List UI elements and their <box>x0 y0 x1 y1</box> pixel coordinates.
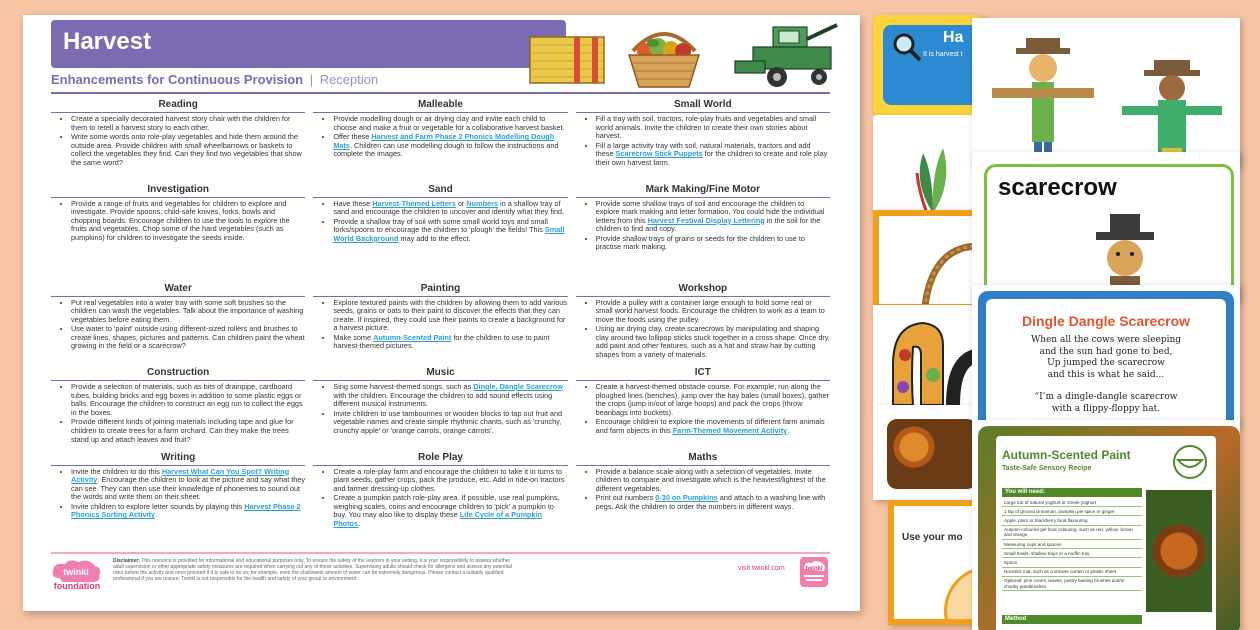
thumb-harvest-card <box>873 15 983 115</box>
section-list <box>576 200 830 253</box>
twinkl-badge-logo <box>798 555 830 589</box>
list-item <box>333 299 567 333</box>
item-text: or <box>455 198 467 208</box>
list-item <box>71 133 305 167</box>
item-text: Create a pumpkin patch role-play area. If possible, use real pumpkins, weighing scales, coins and encourage children to 'pick' a pumpkin to buy. You may also like to display these <box>333 493 560 520</box>
thumb-word-card <box>972 152 1240 302</box>
section-list <box>313 383 567 436</box>
section-ict <box>576 367 830 452</box>
list-item <box>596 383 830 417</box>
section-small-world <box>576 99 830 184</box>
section-list <box>313 115 567 159</box>
section-list <box>313 468 567 529</box>
section-title: Mark Making/Fine Motor <box>576 184 830 198</box>
resource-link[interactable]: Harvest Phase 2 Phonics Sorting Activity <box>71 501 301 520</box>
thumb-recipe-card <box>972 420 1240 630</box>
thumb-pumpkin-photo <box>873 405 983 500</box>
recipe-item: Nonstick mat, such as a shower curtain or plastic sheet <box>1002 568 1142 577</box>
item-text: Invite the children to do this <box>71 466 162 476</box>
recipe-need-header: You will need: <box>1002 488 1142 497</box>
thumb-scarecrow-puppets <box>972 18 1240 168</box>
item-text: Create a role-play farm and encourage the children to take it in turns to plant seeds, gather crops, pack the produce, etc. Add in ride-on tractors and farmer dressing-up clothes. <box>333 466 565 493</box>
list-item <box>596 200 830 234</box>
poem-line: and this is what he said... <box>1047 369 1165 380</box>
mouth-icon <box>1170 444 1210 480</box>
section-list <box>51 299 305 352</box>
subtitle-level: Reception <box>319 72 379 87</box>
section-list <box>51 115 305 168</box>
section-writing <box>51 452 305 537</box>
section-maths <box>576 452 830 537</box>
section-title: Water <box>51 283 305 297</box>
provision-grid <box>51 99 830 536</box>
section-title: Role Play <box>313 452 567 466</box>
resource-link[interactable]: Harvest Festival Display Lettering <box>647 215 765 225</box>
section-title: Painting <box>313 283 567 297</box>
poem-body <box>986 335 1226 415</box>
section-list <box>313 200 567 244</box>
planning-sheet <box>23 15 860 611</box>
poem-line: “I’m a dingle-dangle scarecrow <box>1034 392 1178 402</box>
list-item <box>596 494 830 511</box>
item-text: Have these <box>333 198 373 208</box>
magnifier-icon <box>891 31 923 63</box>
poem-line: Up jumped the scarecrow <box>1047 358 1165 368</box>
section-title: Maths <box>576 452 830 466</box>
poem-line: When all the cows were sleeping <box>1030 335 1182 345</box>
poem-line <box>986 381 1226 392</box>
footer-divider <box>51 552 830 554</box>
item-text: Provide a selection of materials, such as bits of drainpipe, cardboard tubes, building bricks and egg boxes in addition to some plastic eggs or balls. Encourage the children to construct an egg run to collect the eggs in the boxes. <box>71 382 303 417</box>
resource-link[interactable]: Autumn-Scented Paint <box>373 332 452 342</box>
item-text: Provide modelling dough or air drying clay and invite each child to choose and make a fruit or vegetable for a collaborative harvest basket. <box>333 114 565 132</box>
item-text: Provide different kinds of joining materials including tape and glue for children to create trees for a farm orchard. Can they make the trees stand up and attach leaves and fruit? <box>71 417 294 444</box>
section-title: Music <box>313 367 567 381</box>
list-item <box>333 115 567 132</box>
resource-link[interactable]: Scarecrow Stick Puppets <box>615 149 703 159</box>
recipe-method-header: Method <box>1002 615 1142 624</box>
word-card-text: scarecrow <box>998 174 1117 201</box>
item-text: and attach to a washing line with pegs. Ask the children to order the numbers in different ways. <box>595 493 826 511</box>
section-list <box>576 383 830 436</box>
section-music <box>313 367 567 452</box>
item-text: . Children can use modelling dough to follow the instructions and complete the images. <box>333 140 559 159</box>
list-item <box>333 410 567 436</box>
recipe-item: Autumn-coloured gel food colouring, such as red, yellow, brown and orange <box>1002 526 1142 540</box>
section-title: Investigation <box>51 184 305 198</box>
item-text: Sing some harvest-themed songs, such as <box>333 382 474 391</box>
list-item <box>596 418 830 435</box>
item-text: Write some words onto role-play vegetables and hide them around the outside area. Provide children with small wheelbarrows or baskets to collect the vegetables they find. Can they find two vegetables that show the same word? <box>71 132 302 167</box>
visit-link[interactable]: visit twinkl.com <box>738 565 785 572</box>
section-water <box>51 283 305 368</box>
subtitle-main: Enhancements for Continuous Provision <box>51 72 304 87</box>
resource-link[interactable]: Numbers <box>466 198 499 208</box>
section-title: Malleable <box>313 99 567 113</box>
item-text: for the children to create and role play their own harvest farm. <box>595 149 828 167</box>
use-your-text: Use your mo <box>902 532 963 543</box>
section-title: ICT <box>576 367 830 381</box>
section-title: Construction <box>51 367 305 381</box>
resource-link[interactable]: Harvest What Can You Spot? Writing Activity <box>71 466 290 485</box>
vegetable-basket-icon <box>623 21 705 91</box>
resource-link[interactable]: Dingle, Dangle Scarecrow <box>473 382 563 391</box>
item-text: Print out numbers <box>595 493 656 503</box>
item-text: Use water to 'paint' outside using different-sized rollers and brushes to create lines, shapes, pictures and patterns. Can children paint the wheat growing in the field or a scarecrow? <box>71 324 305 351</box>
item-text: may add to the effect. <box>398 233 471 243</box>
list-item <box>71 468 305 502</box>
item-text: in a shallow tray of sand and encourage the children to uncover and identify what they find. <box>333 198 565 217</box>
item-text: Fill a large activity tray with soil, natural materials, tractors and add these <box>595 140 811 159</box>
list-item <box>596 325 830 359</box>
item-text: Provide some shallow trays of soil and encourage the children to explore mark making and letter formation. You could hide the individual letters from this <box>595 198 825 225</box>
leaf-icon <box>913 143 953 213</box>
list-item <box>333 334 567 351</box>
hay-bale-icon <box>528 25 608 87</box>
recipe-subtitle: Taste-Safe Sensory Recipe <box>1002 465 1092 472</box>
list-item <box>71 325 305 351</box>
logo-left-bottom-text: foundation <box>53 581 101 590</box>
section-list <box>576 299 830 360</box>
thumb-basket-card <box>873 210 983 310</box>
thumb-lettering-card <box>873 305 983 405</box>
item-text: Create a specially decorated harvest story chair with the children for them to retell a harvest story to each other. <box>71 114 291 132</box>
section-list <box>51 200 305 243</box>
item-text: Offer these <box>333 132 372 142</box>
resource-link[interactable]: Farm-Themed Movement Activity <box>672 425 788 435</box>
section-construction <box>51 367 305 452</box>
item-text: Provide a balance scale along with a selection of vegetables. Invite children to compare and investigate which is the heaviest/lightest of the different vegetables. <box>595 466 826 493</box>
logo-right-text: twinkl <box>805 566 823 572</box>
section-investigation <box>51 184 305 283</box>
item-text: Provide shallow trays of grains or seeds for the children to use to practise mark making. <box>595 233 805 252</box>
item-text: Encourage children to explore the movements of different farm animals and farm objects in this <box>595 417 825 435</box>
list-item <box>333 218 567 244</box>
recipe-item: Measuring cups and spoons <box>1002 540 1142 549</box>
section-painting <box>313 283 567 368</box>
item-text: Make some <box>333 332 374 342</box>
subtitle-separator: | <box>306 72 317 87</box>
item-text: Provide a shallow tray of soil with some small world toys and small forks/spoons to encourage the children to 'plough' the fields! This <box>333 216 548 235</box>
scarecrow-puppet-1 <box>988 36 1098 166</box>
section-title: Writing <box>51 452 305 466</box>
list-item <box>333 468 567 494</box>
item-text: . Encourage the children to look at the picture and say what they can see. They can then use their knowledge of phonemes to sound out the words and write them on their sheet. <box>71 475 306 502</box>
item-text: . <box>155 510 158 520</box>
section-list <box>51 383 305 444</box>
recipe-item: Apple, plum or blackberry food flavouring <box>1002 516 1142 525</box>
recipe-item: Small bowls, shallow trays or a muffin tray <box>1002 549 1142 558</box>
item-text: Create a harvest-themed obstacle course. For example, run along the ploughed lines (benches), jump over the hay bales (small boxes), gather the crops (jump in/out of large hoops) and pack the crops (throw beanbags into buckets). <box>595 382 829 417</box>
page-title: Harvest <box>63 28 152 55</box>
item-text: Invite children to explore letter sounds by playing this <box>71 501 245 511</box>
section-workshop <box>576 283 830 368</box>
resource-link[interactable]: 0-30 on Pumpkins <box>655 493 718 503</box>
section-list <box>576 468 830 512</box>
disclaimer-text: This resource is provided for informational and educational purposes only. To ensure the safety of the learners in your setting, it is your responsibility to assess whether adult supervision or other appropriate safety measures are required when carrying out any of these activities. Supervising adults should check for allergens and assess any potential risks before the activity and once proceed if it is safe to do so; for example, even the shallowest amount of water can be extremely dangerous. Please contact a suitably qualified professional if you are unsure. Twinkl is not responsible for the health and safety of your group or environment. <box>113 558 512 582</box>
item-text: Provide a pulley with a container large enough to hold some real or small world harvest foods. Encourage the children to work as a team to move the foods using the pulley. <box>595 297 825 324</box>
list-item <box>71 200 305 243</box>
item-text: Using air drying clay, create scarecrows by manipulating and shaping clay around two lollipop sticks stuck together in a cross shape. Once dry, add paint and other features, such as a hat and straw hair by cutting shapes from a variety of materials. <box>595 324 830 360</box>
list-item <box>71 418 305 444</box>
list-item <box>596 235 830 252</box>
recipe-item: 1 tsp of ground cinnamon, pumpkin pie spice or ginger <box>1002 507 1142 516</box>
item-text: for the children to use to paint harvest-themed pictures. <box>333 332 550 351</box>
section-sand <box>313 184 567 283</box>
list-item <box>596 115 830 141</box>
disclaimer-label: Disclaimer: <box>113 558 140 564</box>
section-title: Workshop <box>576 283 830 297</box>
poem-title: Dingle Dangle Scarecrow <box>1021 313 1191 329</box>
list-item <box>333 494 567 528</box>
thumb-leaves-card <box>873 115 983 215</box>
section-list <box>313 299 567 352</box>
thumb-harvest-subtext: It is harvest t <box>923 51 963 58</box>
list-item <box>71 115 305 132</box>
resource-link[interactable]: Harvest-Themed Letters <box>372 198 456 208</box>
item-text: Put real vegetables into a water tray with some soft brushes so the children can wash the vegetables. Talk about the importance of washing vegetables before eating them. <box>71 297 304 324</box>
resource-link[interactable]: Life Cycle of a Pumpkin Photos <box>333 510 543 529</box>
section-role-play <box>313 452 567 537</box>
list-item <box>71 299 305 325</box>
list-item <box>333 133 567 159</box>
section-list <box>576 115 830 168</box>
title-bar <box>51 20 566 68</box>
thumb-harvest-title: Ha <box>943 29 964 46</box>
list-item <box>333 383 567 409</box>
section-title: Sand <box>313 184 567 198</box>
item-text: in the soil for the children to find and copy. <box>595 215 821 234</box>
recipe-item: Spoon <box>1002 558 1142 567</box>
section-mark-making-fine-motor <box>576 184 830 283</box>
list-item <box>333 200 567 217</box>
recipe-item: Optional: pine cones, leaves, pastry basting brushes and/or chunky paintbrushes <box>1002 577 1142 591</box>
recipe-title: Autumn-Scented Paint <box>1002 448 1131 462</box>
item-text: Explore textured paints with the children by allowing them to add various seeds, grains or oats to their paint to discover the effects that they can create. If inspired, they could use their paints to create a background for a harvest picture. <box>333 297 567 333</box>
item-text: . <box>787 425 790 435</box>
subtitle <box>51 72 378 87</box>
resource-link[interactable]: Small World Background <box>333 225 565 243</box>
autumn-letter-icon <box>883 315 983 405</box>
item-text: Invite children to use tambourines or wooden blocks to tap out fruit and vegetable names and create simple rhythmic chants, such as 'crunchy, crunchy apple' or 'orange carrots, orange carrots'. <box>333 408 563 435</box>
list-item <box>596 468 830 494</box>
combine-harvester-icon <box>733 19 843 89</box>
resource-link[interactable]: Harvest and Farm Phase 2 Phonics Modelling Dough Mats <box>333 132 555 150</box>
pumpkin-photo <box>887 419 977 489</box>
section-title: Small World <box>576 99 830 113</box>
list-item <box>71 383 305 417</box>
section-reading <box>51 99 305 184</box>
list-item <box>596 142 830 168</box>
disclaimer <box>113 558 513 582</box>
poem-line: with a flippy-floppy hat. <box>1051 403 1161 414</box>
section-title: Reading <box>51 99 305 113</box>
logo-left-top-text: twinkl <box>63 567 89 577</box>
recipe-item: Large tub of natural yoghurt or Greek yoghurt <box>1002 498 1142 507</box>
item-text: . <box>358 519 361 529</box>
item-text: with the children. Encourage the children to add sound effects using different musical instruments. <box>333 390 553 409</box>
list-item <box>596 299 830 325</box>
section-malleable <box>313 99 567 184</box>
item-text: Fill a tray with soil, tractors, role-play fruits and vegetables and small world animals. Invite the children to create their own stories about harvest. <box>595 114 817 141</box>
thumb-poem-card <box>972 285 1240 425</box>
recipe-ingredients <box>1002 498 1142 591</box>
poem-line: and the sun had gone to bed, <box>1039 346 1173 357</box>
recipe-photo <box>1146 490 1212 612</box>
item-text: Provide a range of fruits and vegetables for children to explore and investigate. Provide spoons, child-safe knives, forks, bowls and chopping boards. Encourage children to use the tools to explore the fruits and vegetables. Chop some of the hard vegetables (such as pumpkins) for children to investigate the seeds inside. <box>71 198 290 242</box>
section-list <box>51 468 305 521</box>
list-item <box>71 503 305 520</box>
twinkl-foundation-logo <box>51 560 103 590</box>
header-divider <box>51 92 830 94</box>
